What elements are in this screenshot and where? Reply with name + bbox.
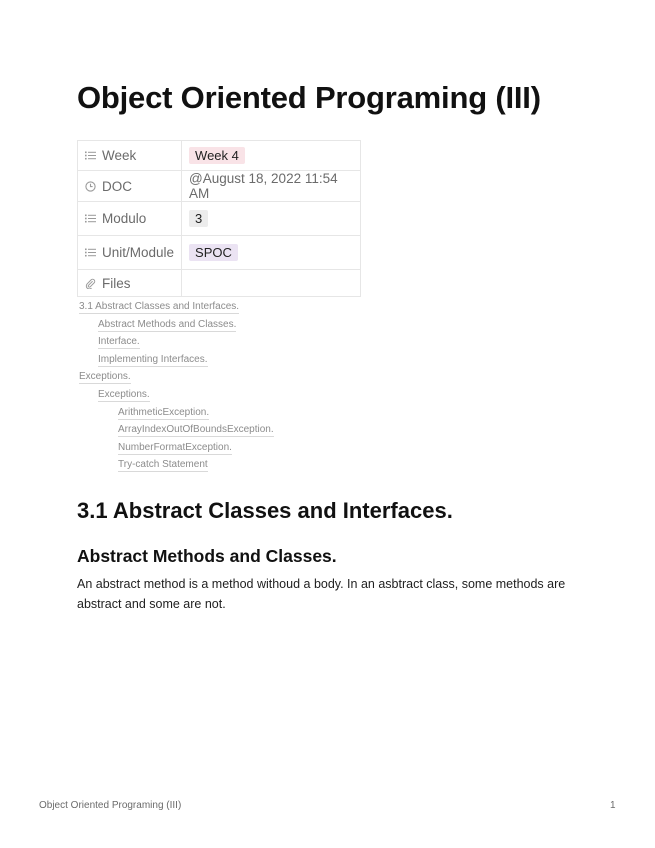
footer-document-title: Object Oriented Programing (III) (39, 800, 182, 811)
properties-table (77, 140, 361, 297)
toc-item (79, 316, 274, 334)
list-icon (85, 150, 96, 161)
toc-link[interactable]: Exceptions. (98, 388, 150, 400)
toc-item (79, 386, 274, 404)
property-row-modulo (78, 202, 361, 236)
property-row-unit-module (78, 236, 361, 270)
toc-item (79, 439, 274, 457)
subsection-heading: Abstract Methods and Classes. (77, 546, 337, 566)
toc-link[interactable]: ArithmeticException. (118, 406, 210, 418)
list-icon (85, 247, 96, 258)
unit-module-tag[interactable]: SPOC (189, 244, 238, 261)
doc-date[interactable]: @August 18, 2022 11:54 AM (182, 171, 361, 202)
clock-icon (85, 181, 96, 192)
footer-page-number: 1 (610, 800, 616, 811)
property-row-files (78, 270, 361, 297)
property-row-doc (78, 171, 361, 202)
toc-link[interactable]: NumberFormatException. (118, 441, 232, 453)
toc-link[interactable]: Exceptions. (79, 371, 131, 383)
toc-link[interactable]: Try-catch Statement (118, 459, 208, 471)
property-row-week (78, 141, 361, 171)
toc-link[interactable]: Implementing Interfaces. (98, 353, 208, 365)
toc-item (79, 333, 274, 351)
toc-link[interactable]: Interface. (98, 336, 140, 348)
property-key: Unit/Module (102, 245, 175, 260)
property-key: Week (102, 148, 137, 163)
toc-link[interactable]: Abstract Methods and Classes. (98, 318, 237, 330)
toc-link[interactable]: ArrayIndexOutOfBoundsException. (118, 424, 274, 436)
property-key: Files (102, 275, 131, 291)
list-icon (85, 213, 96, 224)
paperclip-icon (85, 278, 96, 289)
toc-item (79, 368, 274, 386)
paragraph: An abstract method is a method withoud a body. In an asbtract class, some methods are abstract and some are not. (77, 577, 566, 611)
section-heading: 3.1 Abstract Classes and Interfaces. (77, 498, 453, 523)
toc-item (79, 404, 274, 422)
toc-item (79, 421, 274, 439)
week-tag[interactable]: Week 4 (189, 147, 245, 164)
page-title: Object Oriented Programing (III) (77, 80, 541, 115)
property-key: DOC (102, 178, 132, 194)
toc-link[interactable]: 3.1 Abstract Classes and Interfaces. (79, 301, 240, 312)
toc-item (79, 351, 274, 369)
files-value[interactable] (182, 270, 361, 297)
table-of-contents (79, 298, 274, 474)
toc-item (79, 456, 274, 474)
toc-item (79, 298, 274, 316)
modulo-tag[interactable]: 3 (189, 210, 208, 227)
property-key: Modulo (102, 211, 147, 226)
